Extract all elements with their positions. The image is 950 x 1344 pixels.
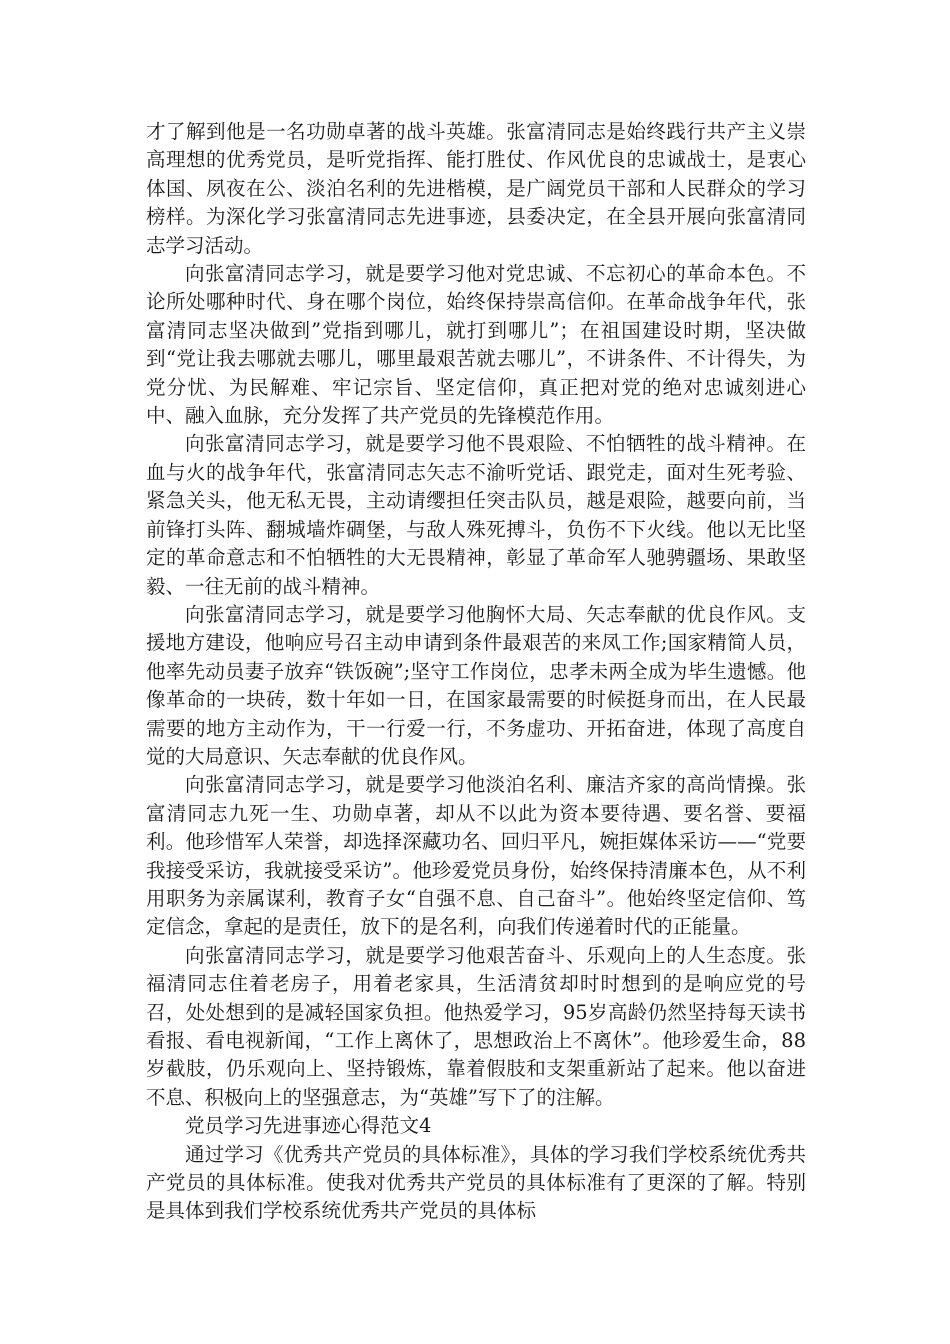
paragraph-integrity: 向张富清同志学习，就是要学习他淡泊名利、廉洁齐家的高尚情操。张富清同志九死一生、功勋卓著，却从不以此为资本要待遇、要名誉、要福利。他珍惜军人荣誉，却选择深藏功名、回归平凡，婉拒媒体采访——“党要我接受采访，我就接受采访”。他珍爱党员身份，始终保持清廉本色，从不利用职务为亲属谋利，教育子女“自强不息、自己奋斗”。他始终坚定信仰、笃定信念，拿起的是责任，放下的是名利，向我们传递着时代的正能量。	[146, 773, 806, 939]
paragraph-life-attitude: 向张富清同志学习，就是要学习他艰苦奋斗、乐观向上的人生态度。张福清同志住着老房子，用着老家具，生活清贫却时时想到的是响应党的号召，处处想到的是减轻国家负担。他热爱学习，95岁高龄仍然坚持每天读书看报、看电视新闻，“工作上离休了，思想政治上不离休”。他珍爱生命，88岁截肢，仍乐观向上、坚持锻炼，靠着假肢和支架重新站了起来。他以奋进不息、积极向上的坚强意志，为“英雄”写下了的注解。	[146, 943, 806, 1109]
paragraph-loyalty: 向张富清同志学习，就是要学习他对党忠诚、不忘初心的革命本色。不论所处哪种时代、身在哪个岗位，始终保持崇高信仰。在革命战争年代，张富清同志坚决做到”党指到哪儿，就打到哪儿”；在祖国建设时期，坚决做到“党让我去哪就去哪儿，哪里最艰苦就去哪儿”，不讲条件、不计得失，为党分忧、为民解难、牢记宗旨、坚定信仰，真正把对党的绝对忠诚刻进心中、融入血脉，充分发挥了共产党员的先锋模范作用。	[146, 262, 806, 428]
document-body	[146, 118, 806, 1226]
paragraph-fighting-spirit: 向张富清同志学习，就是要学习他不畏艰险、不怕牺牲的战斗精神。在血与火的战争年代，张富清同志矢志不渝听党话、跟党走，面对生死考验、紧急关头，他无私无畏，主动请缨担任突击队员，越是艰险，越要向前，当前锋打头阵、翻城墙炸碉堡，与敌人殊死搏斗，负伤不下火线。他以无比坚定的革命意志和不怕牺牲的大无畏精神，彰显了革命军人驰骋疆场、果敢坚毅、一往无前的战斗精神。	[146, 432, 806, 598]
paragraph-intro: 才了解到他是一名功勋卓著的战斗英雄。张富清同志是始终践行共产主义崇高理想的优秀党员，是听党指挥、能打胜仗、作风优良的忠诚战士，是衷心体国、夙夜在公、淡泊名利的先进楷模，是广阔党员干部和人民群众的学习榜样。为深化学习张富清同志先进事迹，县委决定，在全县开展向张富清同志学习活动。	[146, 120, 806, 257]
paragraph-final: 通过学习《优秀共产党员的具体标准》，具体的学习我们学校系统优秀共产党员的具体标准。使我对优秀共产党员的具体标准有了更深的了解。特别是具体到我们学校系统优秀共产党员的具体标	[146, 1142, 806, 1223]
section-heading: 党员学习先进事迹心得范文4	[185, 1114, 432, 1138]
paragraph-dedication: 向张富清同志学习，就是要学习他胸怀大局、矢志奉献的优良作风。支援地方建设，他响应号召主动申请到条件最艰苦的来凤工作;国家精简人员，他率先动员妻子放弃“铁饭碗”;坚守工作岗位，忠孝未两全成为毕生遗憾。他像革命的一块砖，数十年如一日，在国家最需要的时候挺身而出，在人民最需要的地方主动作为，干一行爱一行，不务虚功、开拓奋进，体现了高度自觉的大局意识、矢志奉献的优良作风。	[146, 602, 806, 768]
